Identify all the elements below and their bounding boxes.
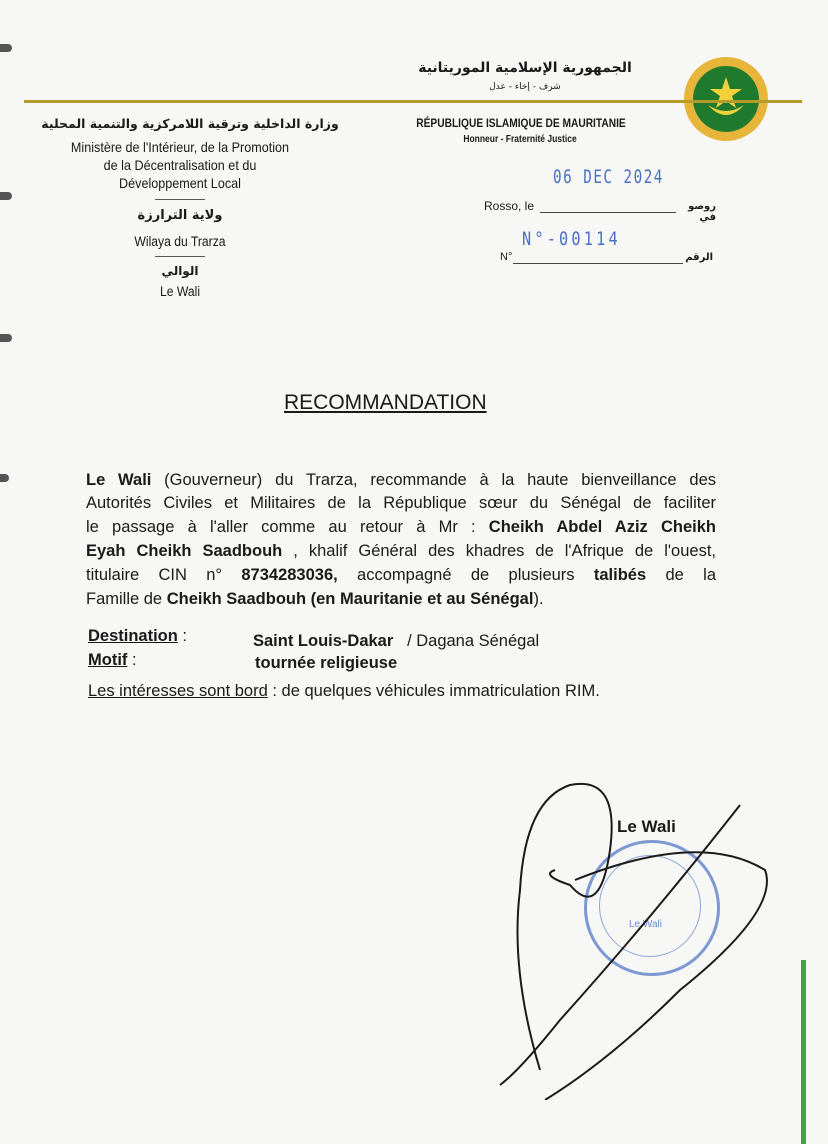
page-edge-line [801, 960, 806, 1144]
wali-ar: الوالي [161, 264, 199, 278]
body-text: le passage à l'aller comme au retour à Mr : [86, 518, 489, 536]
star-crescent-icon [684, 57, 768, 141]
number-label-ar: الرقم [685, 252, 713, 263]
punch-hole [0, 192, 12, 200]
date-stamp: 06 DEC 2024 [553, 166, 664, 188]
motif-row [88, 651, 137, 670]
number-label: N° [500, 251, 513, 263]
body-line-6 [86, 588, 716, 610]
body-text: ). [533, 590, 544, 608]
ministry-ar: وزارة الداخلية وترقية اللامركزية والتنمية المحلية [41, 116, 339, 131]
ministry-fr-2: de la Décentralisation et du [103, 157, 257, 173]
republic-title-ar: الجمهورية الإسلامية الموريتانية [418, 60, 632, 76]
national-seal [684, 57, 768, 141]
body-text: (Gouverneur) du Trarza, recommande à la haute bienveillance des [151, 471, 716, 489]
body-text: Famille de [86, 590, 167, 608]
signature-title: Le Wali [617, 817, 676, 836]
place-label-ar: روصو في [688, 201, 716, 223]
body-text: , khalif Général des khadres de l'Afrique de l'ouest, [282, 542, 717, 560]
punch-hole [0, 474, 9, 482]
stamp-text: Le Wali [629, 919, 662, 930]
document-title: RECOMMANDATION [284, 391, 487, 414]
wilaya-fr: Wilaya du Trarza [134, 234, 226, 249]
body-line-5 [86, 564, 716, 586]
wali-fr: Le Wali [159, 284, 201, 299]
destination-label: Destination [88, 627, 178, 645]
body-text: Eyah Cheikh Saadbouh [86, 542, 283, 560]
body-text: accompagné de plusieurs [337, 566, 594, 584]
destination-extra: / Dagana Sénégal [407, 632, 540, 650]
wilaya-ar: ولاية الترارزة [137, 208, 223, 223]
vehicles-label: Les intéresses sont bord [88, 682, 268, 700]
punch-hole [0, 334, 12, 342]
header-divider [24, 100, 802, 103]
colon: : [127, 651, 137, 669]
date-line [540, 212, 676, 213]
destination-value [253, 632, 539, 651]
colon: : [177, 627, 188, 645]
ministry-fr-3: Développement Local [119, 175, 241, 191]
body-line-1 [86, 469, 716, 491]
handwritten-signature [480, 770, 780, 1100]
body-text: titulaire CIN n° [86, 566, 242, 584]
place-label: Rosso, le [484, 199, 535, 213]
body-line-2 [86, 492, 716, 514]
divider [155, 199, 205, 200]
republic-title-fr: RÉPUBLIQUE ISLAMIQUE DE MAURITANIE [416, 116, 626, 130]
vehicles-value: : de quelques véhicules immatriculation RIM. [272, 682, 600, 700]
motif-label: Motif [88, 651, 128, 669]
body-text: Le Wali [86, 471, 152, 489]
body-text: Cheikh Saadbouh (en Mauritanie et au Sénégal [166, 590, 534, 608]
ministry-fr-1: Ministère de l'Intérieur, de la Promotion [70, 139, 290, 155]
motto-fr: Honneur - Fraternité Justice [463, 134, 577, 145]
vehicles-row [88, 682, 600, 701]
body-text: de la [646, 566, 716, 584]
body-text: talibés [593, 566, 647, 584]
body-line-3 [86, 516, 716, 538]
motto-ar: شرف - إخاء - عدل [489, 82, 561, 92]
body-line-4 [86, 540, 716, 562]
motif-value: tournée religieuse [255, 654, 398, 672]
body-text: Cheikh Abdel Aziz Cheikh [488, 518, 716, 536]
body-text: Autorités Civiles et Militaires de la République sœur du Sénégal de faciliter [86, 494, 716, 512]
number-line [513, 263, 683, 264]
destination-main: Saint Louis-Dakar [253, 632, 394, 650]
destination-row [88, 627, 187, 646]
punch-hole [0, 44, 12, 52]
body-text: 8734283036, [241, 566, 338, 584]
number-stamp: N°-00114 [522, 228, 621, 250]
divider [155, 256, 205, 257]
